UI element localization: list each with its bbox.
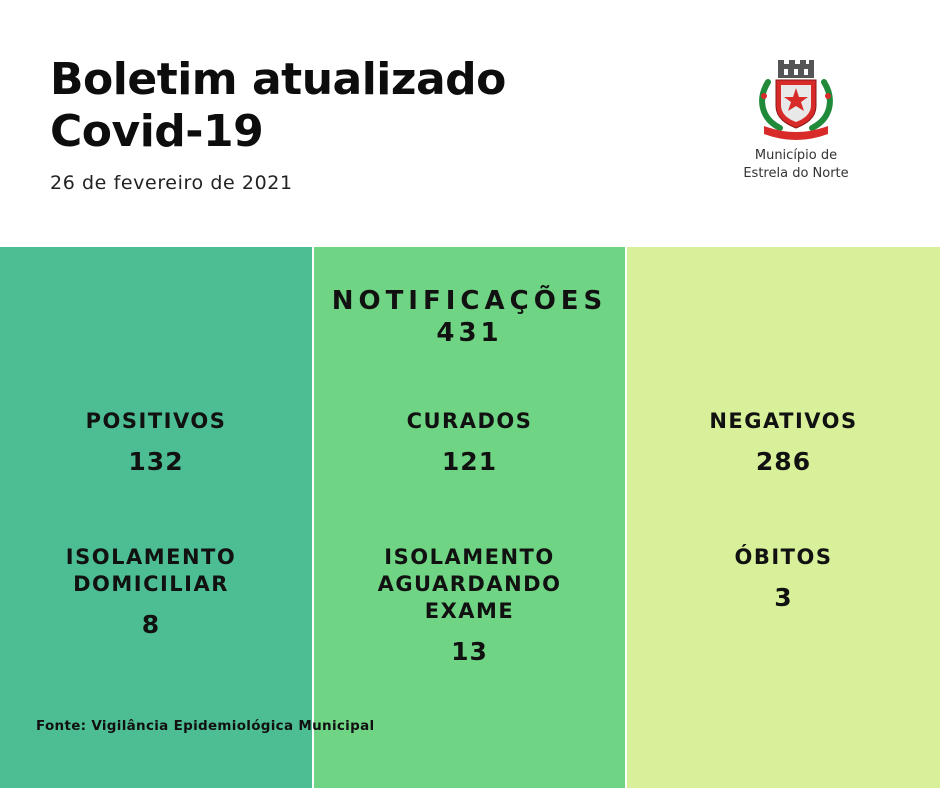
stat-negativos [627, 408, 940, 476]
title-line-1: Boletim atualizado [50, 54, 506, 105]
stat-curados [314, 408, 625, 476]
stat-isolamento-aguardando-value: 13 [451, 637, 488, 666]
stat-positivos-label: POSITIVOS [85, 409, 227, 433]
stat-positivos-value: 132 [128, 447, 184, 476]
municipality-name [740, 147, 852, 183]
stat-positivos [0, 408, 312, 476]
stat-negativos-value: 286 [755, 447, 812, 476]
data-source-note: Fonte: Vigilância Epidemiológica Municipal [36, 718, 375, 734]
stat-negativos-label: NEGATIVOS [709, 409, 858, 433]
stat-isolamento-aguardando [314, 544, 625, 666]
stat-isolamento-aguardando-label-line-3: EXAME [424, 599, 515, 623]
stat-notificacoes [314, 285, 625, 349]
municipality-logo [740, 60, 852, 183]
stat-obitos-label: ÓBITOS [734, 545, 833, 569]
panel-left [0, 247, 312, 788]
title-line-2: Covid-19 [50, 106, 264, 157]
stat-isolamento-domiciliar-label-line-1: ISOLAMENTO [65, 545, 237, 569]
stat-isolamento-aguardando-label [314, 544, 625, 625]
stat-isolamento-aguardando-label-line-1: ISOLAMENTO [384, 545, 555, 569]
panel-right [627, 247, 940, 788]
stat-isolamento-aguardando-label-line-2: AGUARDANDO [377, 572, 562, 596]
municipality-name-line-2: Estrela do Norte [743, 166, 849, 181]
stat-notificacoes-value: 431 [436, 318, 503, 348]
bulletin-date: 26 de fevereiro de 2021 [50, 172, 293, 194]
stat-isolamento-domiciliar-label [0, 544, 302, 598]
stat-isolamento-domiciliar [0, 544, 302, 639]
stat-curados-label: CURADOS [406, 409, 533, 433]
municipality-name-line-1: Município de [754, 148, 838, 163]
stat-isolamento-domiciliar-value: 8 [141, 610, 161, 639]
page-title [50, 54, 506, 158]
stat-obitos [627, 544, 940, 612]
stat-obitos-value: 3 [774, 583, 793, 612]
stat-isolamento-domiciliar-label-line-2: DOMICILIAR [73, 572, 229, 596]
coat-of-arms-icon [754, 60, 838, 140]
stat-curados-value: 121 [441, 447, 498, 476]
stat-notificacoes-label: NOTIFICAÇÕES [331, 286, 608, 316]
